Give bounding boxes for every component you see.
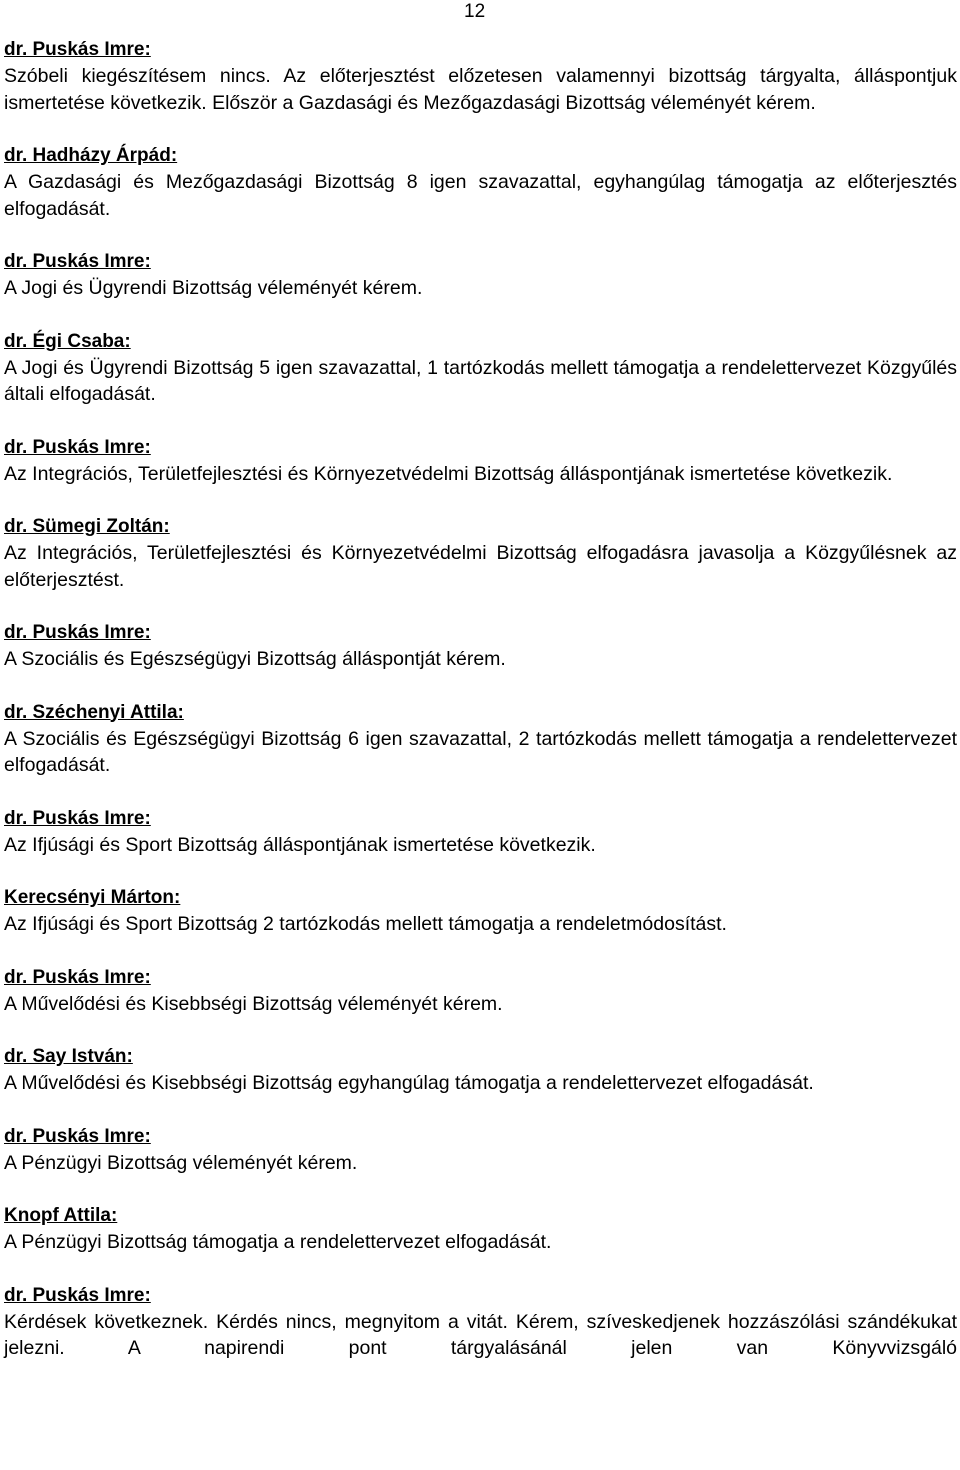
page-number: 12 — [464, 1, 486, 22]
speech-text: Az Integrációs, Területfejlesztési és Környezetvédelmi Bizottság elfogadásra javasolja a Közgyűlésnek az előterjesztést. — [4, 542, 957, 591]
speech-block — [4, 1044, 957, 1097]
speaker-name: dr. Hadházy Árpád: — [4, 145, 178, 166]
speech-block — [4, 806, 957, 859]
speech-block — [4, 1283, 957, 1362]
speech-text: A Művelődési és Kisebbségi Bizottság egyhangúlag támogatja a rendelettervezet elfogadását. — [4, 1072, 814, 1094]
speech-text: Az Integrációs, Területfejlesztési és Környezetvédelmi Bizottság álláspontjának ismertetése következik. — [4, 462, 893, 485]
speech-block — [4, 143, 957, 222]
speaker-name: dr. Széchenyi Attila: — [4, 701, 184, 723]
speech-block — [4, 249, 957, 302]
speaker-name: Knopf Attila: — [4, 1205, 118, 1226]
speech-text: Az Ifjúsági és Sport Bizottság 2 tartózkodás mellett támogatja a rendeletmódosítást. — [4, 913, 727, 935]
speech-block — [4, 620, 957, 673]
speaker-name: dr. Puskás Imre: — [4, 39, 151, 60]
speaker-name: dr. Puskás Imre: — [4, 966, 151, 988]
speech-text: A Gazdasági és Mezőgazdasági Bizottság 8 igen szavazattal, egyhangúlag támogatja az előterjesztés elfogadását. — [4, 171, 957, 220]
speech-block — [4, 329, 957, 408]
speaker-name: dr. Puskás Imre: — [4, 1125, 151, 1147]
speech-block — [4, 37, 957, 116]
speech-block — [4, 435, 957, 488]
speech-text: A Pénzügyi Bizottság támogatja a rendelettervezet elfogadását. — [4, 1231, 552, 1253]
speaker-name: dr. Sümegi Zoltán: — [4, 516, 170, 537]
speaker-name: dr. Puskás Imre: — [4, 807, 151, 829]
speaker-name: dr. Puskás Imre: — [4, 622, 151, 643]
speech-text: A Szociális és Egészségügyi Bizottság álláspontját kérem. — [4, 648, 506, 670]
speech-text: Szóbeli kiegészítésem nincs. Az előterjesztést előzetesen valamennyi bizottság tárgyalta, álláspontjuk ismertetése következik. Először a Gazdasági és Mezőgazdasági Bizottság véleményét kérem. — [4, 65, 957, 114]
speech-text: A Művelődési és Kisebbségi Bizottság véleményét kérem. — [4, 992, 503, 1015]
speech-text: A Szociális és Egészségügyi Bizottság 6 igen szavazattal, 2 tartózkodás mellett támogatja a rendelettervezet elfogadását. — [4, 727, 957, 776]
speech-block — [4, 700, 957, 779]
speech-text: Kérdések következnek. Kérdés nincs, megnyitom a vitát. Kérem, szíveskedjenek hozzászólási szándékukat jelezni. A napirendi pont tárgyalásánál jelen van Könyvvizsgáló — [4, 1310, 957, 1359]
speech-block — [4, 965, 957, 1018]
speech-text: A Jogi és Ügyrendi Bizottság véleményét kérem. — [4, 277, 423, 299]
speech-block — [4, 1203, 957, 1256]
speech-block — [4, 514, 957, 593]
speech-text: A Pénzügyi Bizottság véleményét kérem. — [4, 1151, 358, 1174]
speech-block — [4, 885, 957, 938]
speaker-name: dr. Puskás Imre: — [4, 1284, 151, 1306]
speaker-name: dr. Puskás Imre: — [4, 251, 151, 272]
speech-text: Az Ifjúsági és Sport Bizottság álláspontjának ismertetése következik. — [4, 833, 596, 856]
speaker-name: Kerecsényi Márton: — [4, 887, 181, 908]
transcript-body — [4, 37, 957, 1389]
speaker-name: dr. Puskás Imre: — [4, 436, 151, 458]
speaker-name: dr. Say István: — [4, 1046, 133, 1067]
speech-block — [4, 1124, 957, 1177]
speaker-name: dr. Égi Csaba: — [4, 330, 131, 352]
speech-text: A Jogi és Ügyrendi Bizottság 5 igen szavazattal, 1 tartózkodás mellett támogatja a rendelettervezet Közgyűlés általi elfogadását. — [4, 356, 957, 405]
